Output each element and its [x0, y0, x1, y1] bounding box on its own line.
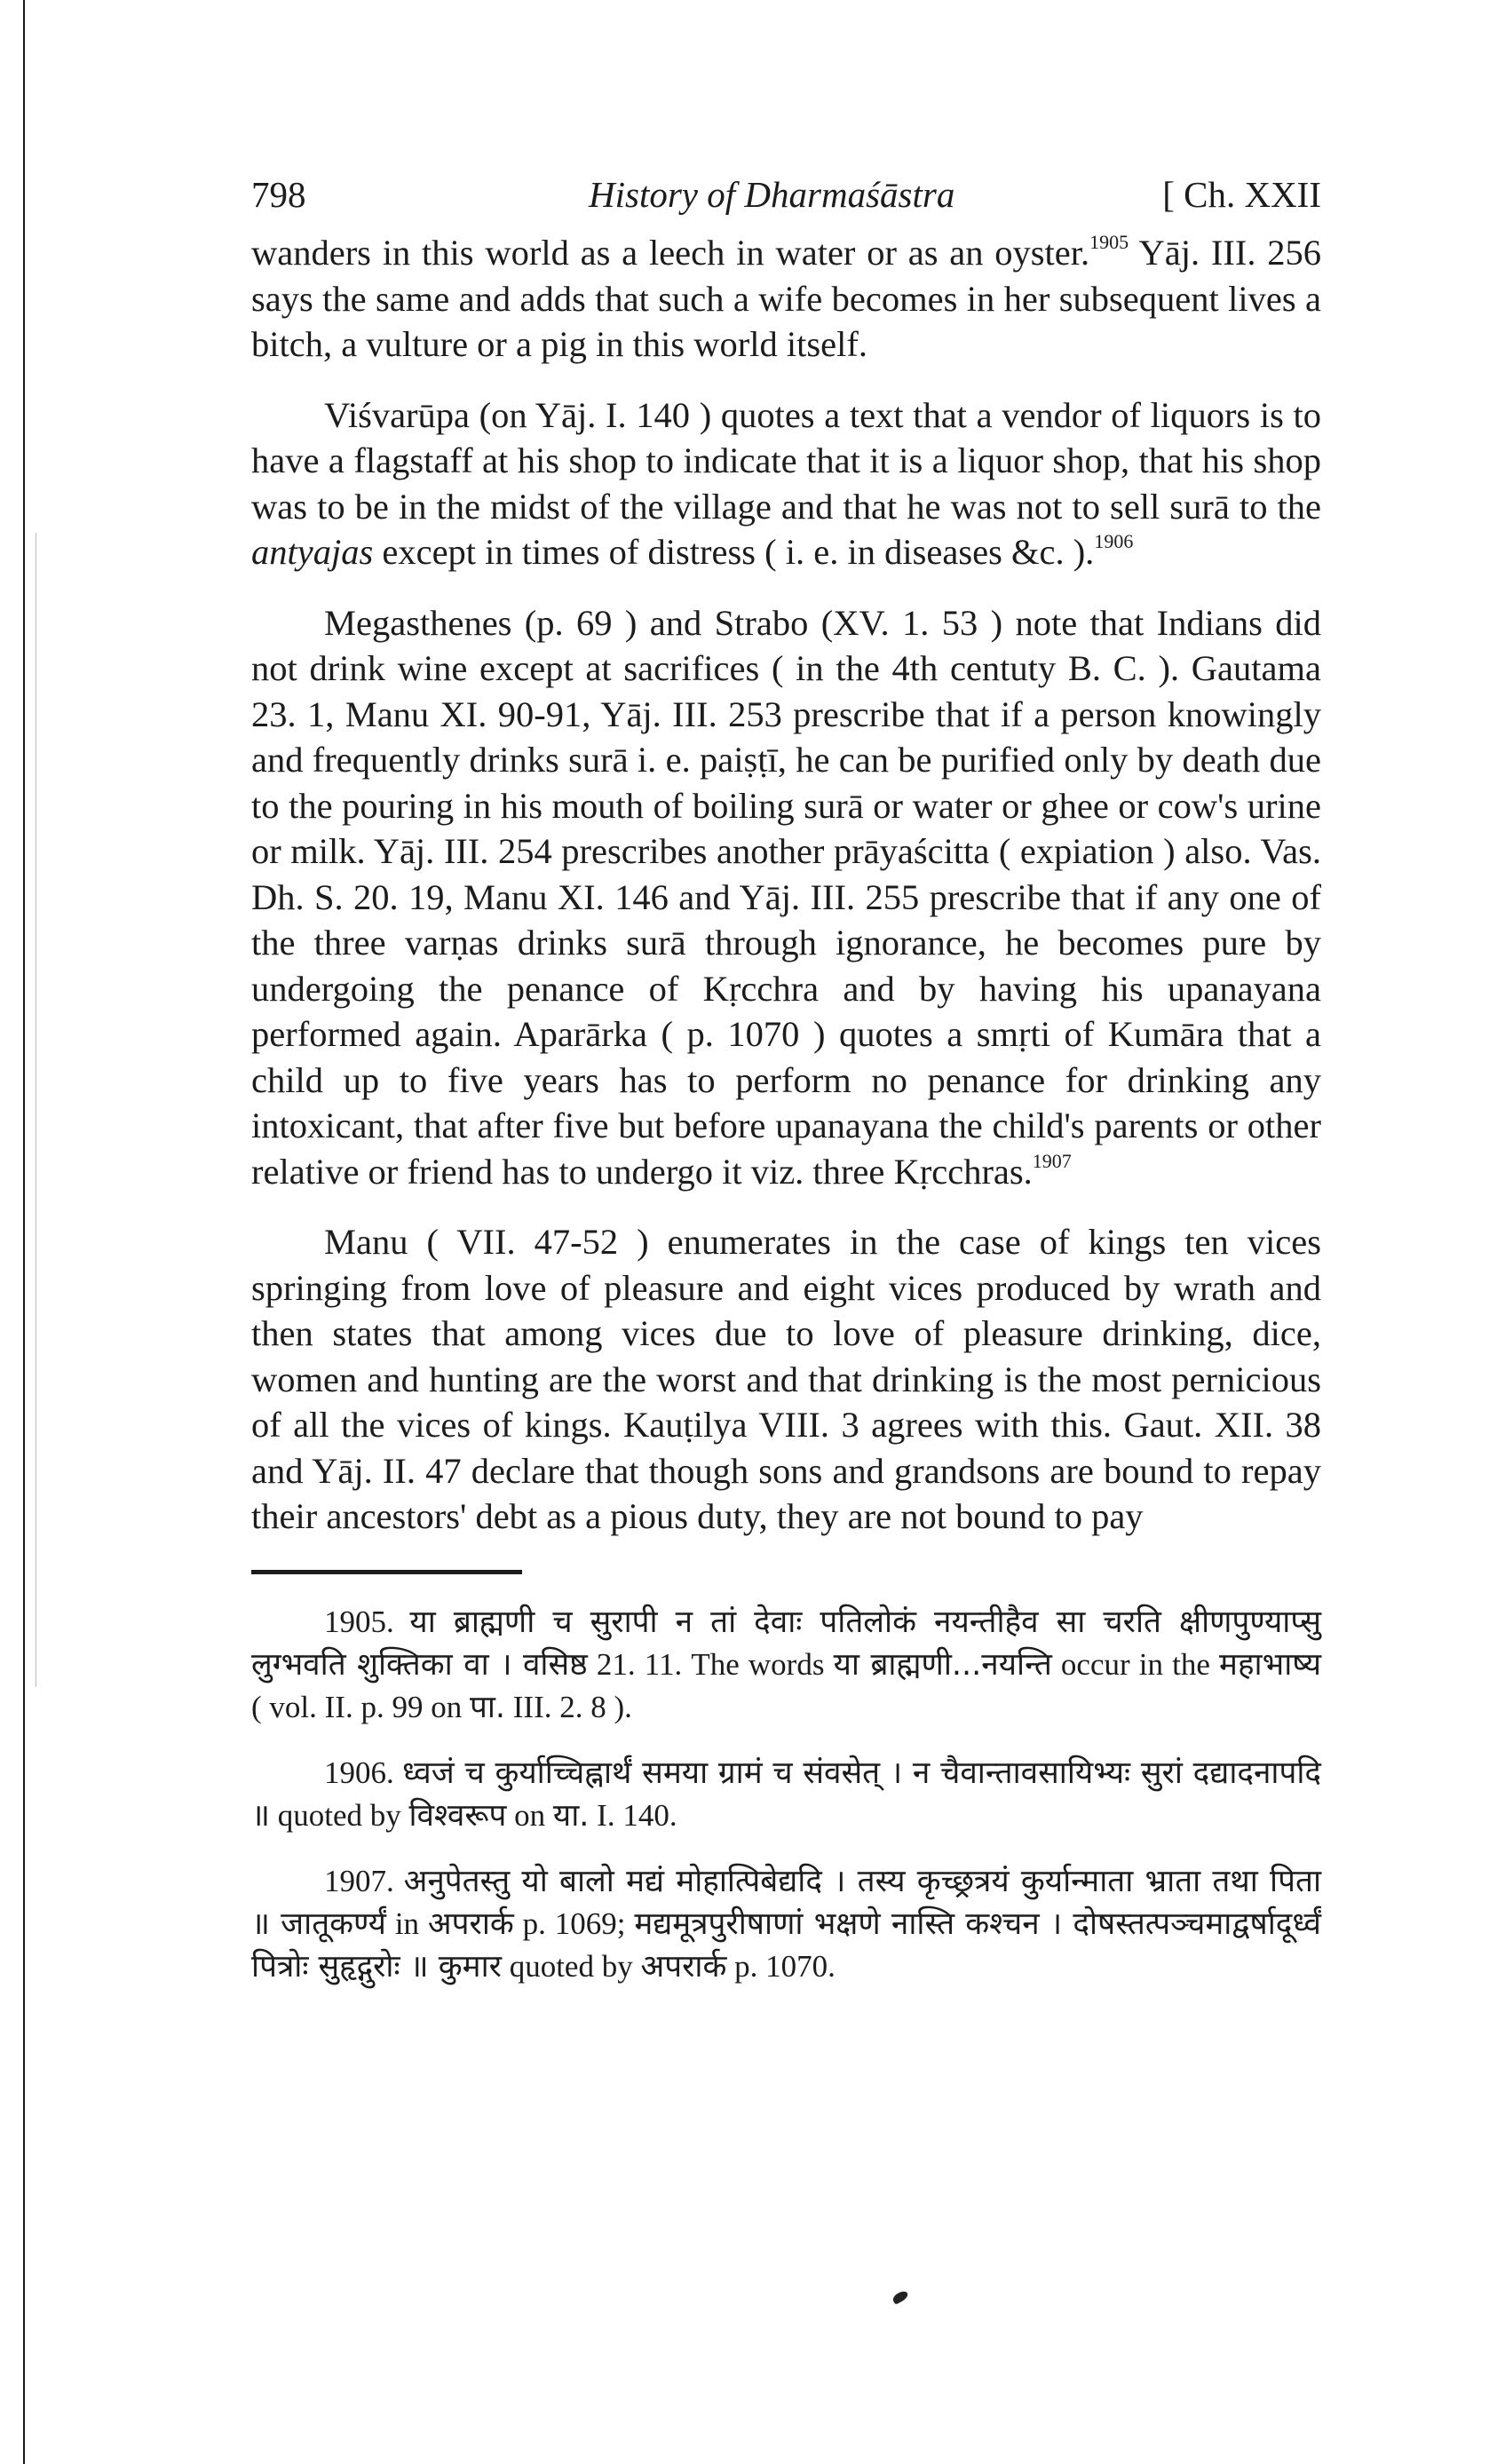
italic-term: antyajas — [251, 532, 374, 572]
page-number: 798 — [251, 174, 306, 215]
book-page — [251, 173, 1321, 2011]
body-text — [251, 230, 1321, 1540]
footnote-text: on — [506, 1797, 553, 1833]
footnote-text: ( vol. II. p. 99 on — [251, 1689, 470, 1724]
footnote-text: quoted by — [269, 1797, 409, 1833]
footnote-text: in — [385, 1905, 428, 1941]
paragraph-text: except in times of distress ( i. e. in diseases &c. ). — [373, 532, 1095, 572]
sanskrit-text: पा. — [469, 1689, 506, 1725]
paragraph-text: Manu ( VII. 47-52 ) enumerates in the case of kings ten vices springing from love of pleasure and eight vices produced by wrath and then states that among vices due to love of pleasure drinking, dice, women and hunting are the worst and that drinking is the most pernicious of all the vices of kings. Kauṭilya VIII. 3 agrees with this. Gaut. XII. 38 and Yāj. II. 47 declare that though sons and grandsons are bound to repay their ancestors' debt as a pious duty, they are not bound to pay — [251, 1222, 1321, 1536]
footnote-text: I. 140. — [589, 1797, 677, 1833]
footnote-number: 1905. — [324, 1604, 394, 1639]
paragraph-text: Megasthenes (p. 69 ) and Strabo (XV. 1. 53 ) note that Indians did not drink wine except at sacrifices ( in the 4th centuty B. C. ). Gautama 23. 1, Manu XI. 90-91, Yāj. III. 253 prescribe that if a person knowingly and frequently drinks surā i. e. paiṣṭī, he can be purified only by death due to the pouring in his mouth of boiling surā or water or ghee or cow's urine or milk. Yāj. III. 254 prescribes another prāyaścitta ( expiation ) also. Vas. Dh. S. 20. 19, Manu XI. 146 and Yāj. III. 255 prescribe that if any one of the three varṇas drinks surā through ignorance, he becomes pure by undergoing the penance of Kṛcchra and by having his upanayana performed again. Aparārka ( p. 1070 ) quotes a smṛti of Kumāra that a child up to five years has to perform no penance for drinking any intoxicant, that after five but before upanayana the child's parents or other relative or friend has to undergo it viz. three Kṛcchras. — [251, 602, 1321, 1192]
sanskrit-text: विश्वरूप — [408, 1797, 507, 1834]
paragraph-1 — [251, 230, 1321, 368]
chapter-label: [ Ch. XXII — [1162, 174, 1321, 215]
paragraph-text: wanders in this world as a leech in water or as an oyster. — [251, 233, 1090, 273]
scan-edge-line — [23, 0, 25, 2464]
footnote-text: quoted by — [501, 1948, 641, 1984]
footnote-ref-1906[interactable]: 1906 — [1094, 530, 1134, 552]
paragraph-2 — [251, 392, 1321, 575]
paragraph-3 — [251, 600, 1321, 1195]
sanskrit-text: अपरार्क — [640, 1948, 727, 1985]
running-header — [251, 173, 1321, 230]
footnote-1907 — [251, 1860, 1321, 1988]
sanskrit-text: अनुपेतस्तु यो बालो मद्यं मोहात्पिबेद्यदि । तस्य कृच्छ्रत्रयं कुर्यान्माता भ्राता तथा पिता ॥ जातूकर्ण्यं — [251, 1863, 1322, 1942]
footnote-text: p. 1069; — [513, 1905, 635, 1941]
footnote-number: 1906. — [324, 1755, 394, 1790]
footnote-1906 — [251, 1752, 1321, 1837]
footnote-text: III. 2. 8 ). — [505, 1689, 632, 1724]
paragraph-4 — [251, 1219, 1321, 1540]
footnote-text: p. 1070. — [726, 1948, 836, 1984]
sanskrit-text: मद्यमूत्रपुरीषाणां भक्षणे नास्ति कश्चन । दोषस्तत्पञ्चमाद्वर्षादूर्ध्वं पित्रोः सुहृद्गुरोः ॥ कुमार — [251, 1905, 1321, 1985]
footnote-ref-1907[interactable]: 1907 — [1032, 1149, 1072, 1172]
ink-speck — [891, 2289, 910, 2305]
footnote-divider — [251, 1570, 522, 1574]
sanskrit-text: महाभाष्य — [1219, 1646, 1321, 1683]
paragraph-text: Viśvarūpa (on Yāj. I. 140 ) quotes a text that a vendor of liquors is to have a flagstaff at his shop to indicate that it is a liquor shop, that his shop was to be in the midst of the village and that he was not to sell surā to the — [251, 394, 1321, 527]
sanskrit-text: या. — [552, 1797, 590, 1834]
footnote-1905 — [251, 1601, 1321, 1729]
sanskrit-text: या ब्राह्मणी च सुरापी न तां देवाः पतिलोकं नयन्तीहैव सा चरति क्षीणपुण्याप्सु लुग्भवति शुक्तिका वा । वसिष्ठ — [251, 1604, 1321, 1683]
sanskrit-text: या ब्राह्मणी...नयन्ति — [833, 1646, 1052, 1683]
footnote-ref-1905[interactable]: 1905 — [1089, 231, 1129, 253]
footnote-text: 21. 11. The words — [587, 1646, 834, 1682]
footnotes — [251, 1601, 1321, 1988]
footnote-text: occur in the — [1051, 1646, 1220, 1682]
paragraph-text: Yāj. III. 256 says the same and adds that such a wife becomes in her subsequent lives a bitch, a vulture or a pig in this world itself. — [251, 233, 1321, 364]
sanskrit-text: ध्वजं च कुर्याच्चिह्नार्थं समया ग्रामं च संवसेत् । न चैवान्तावसायिभ्यः सुरां दद्यादनापदि ॥ — [251, 1755, 1321, 1834]
footnote-number: 1907. — [324, 1863, 394, 1898]
book-title: History of Dharmaśāstra — [589, 174, 955, 215]
sanskrit-text: अपरार्क — [427, 1905, 514, 1942]
